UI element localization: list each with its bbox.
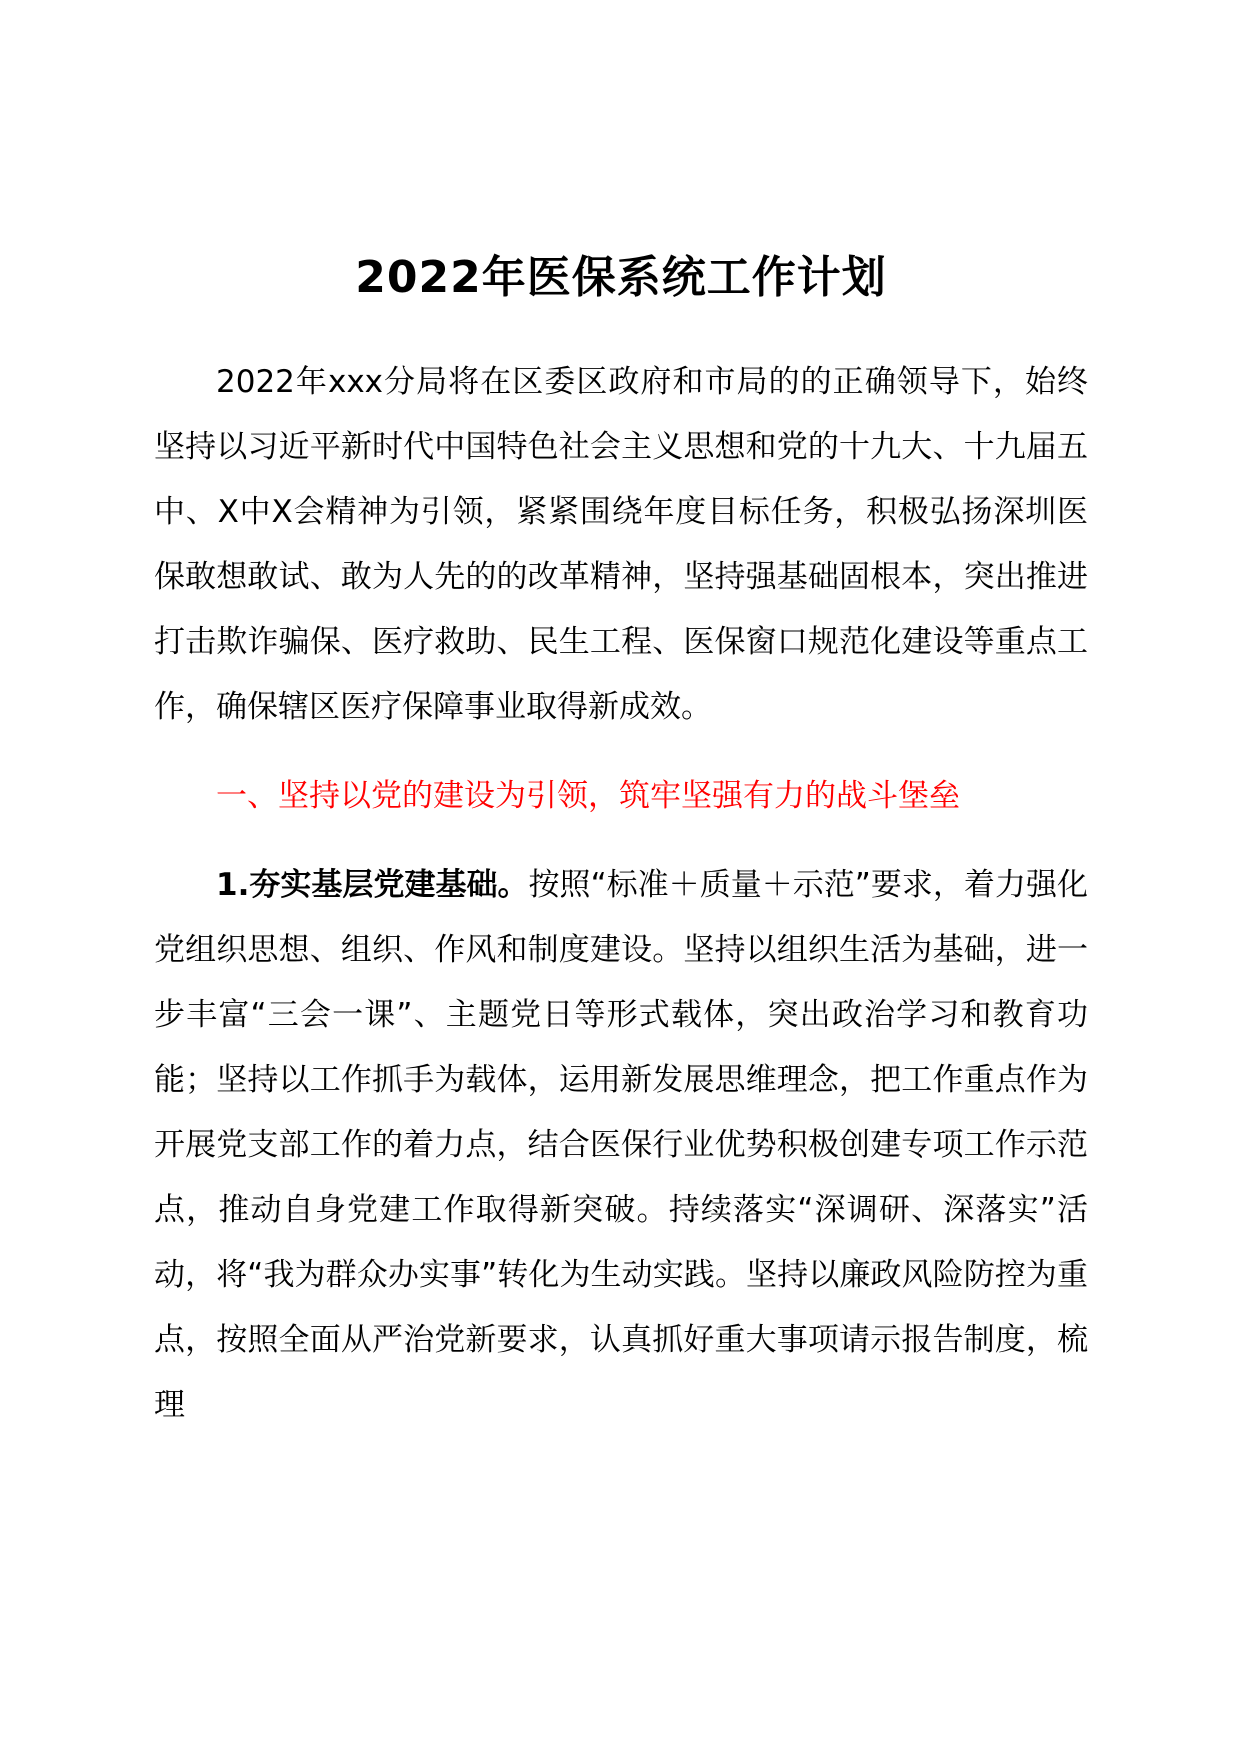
document-title: 2022年医保系统工作计划 [355, 252, 887, 303]
intro-paragraph: 2022年xxx分局将在区委区政府和市局的的正确领导下，始终坚持以习近平新时代中国特色社会主义思想和党的十九大、十九届五中、X中X会精神为引领，紧紧围绕年度目标任务，积极弘扬深圳医保敢想敢试、敢为人先的的改革精神，坚持强基础固根本，突出推进打击欺诈骗保、医疗救助、民生工程、医保窗口规范化建设等重点工作，确保辖区医疗保障事业取得新成效。 [154, 364, 1088, 725]
item-1-lead: 1.夯实基层党建基础。 [216, 867, 529, 903]
item-1-paragraph [154, 853, 1088, 1438]
document-body [154, 248, 1088, 1438]
section-heading-1: 一、坚持以党的建设为引领，筑牢坚强有力的战斗堡垒 [216, 778, 960, 814]
item-1-body: 按照“标准＋质量＋示范”要求，着力强化党组织思想、组织、作风和制度建设。坚持以组织生活为基础，进一步丰富“三会一课”、主题党日等形式载体，突出政治学习和教育功能；坚持以工作抓手为载体，运用新发展思维理念，把工作重点作为开展党支部工作的着力点，结合医保行业优势积极创建专项工作示范点，推动自身党建工作取得新突破。持续落实“深调研、深落实”活动，将“我为群众办实事”转化为生动实践。坚持以廉政风险防控为重点，按照全面从严治党新要求，认真抓好重大事项请示报告制度，梳理 [154, 867, 1088, 1423]
